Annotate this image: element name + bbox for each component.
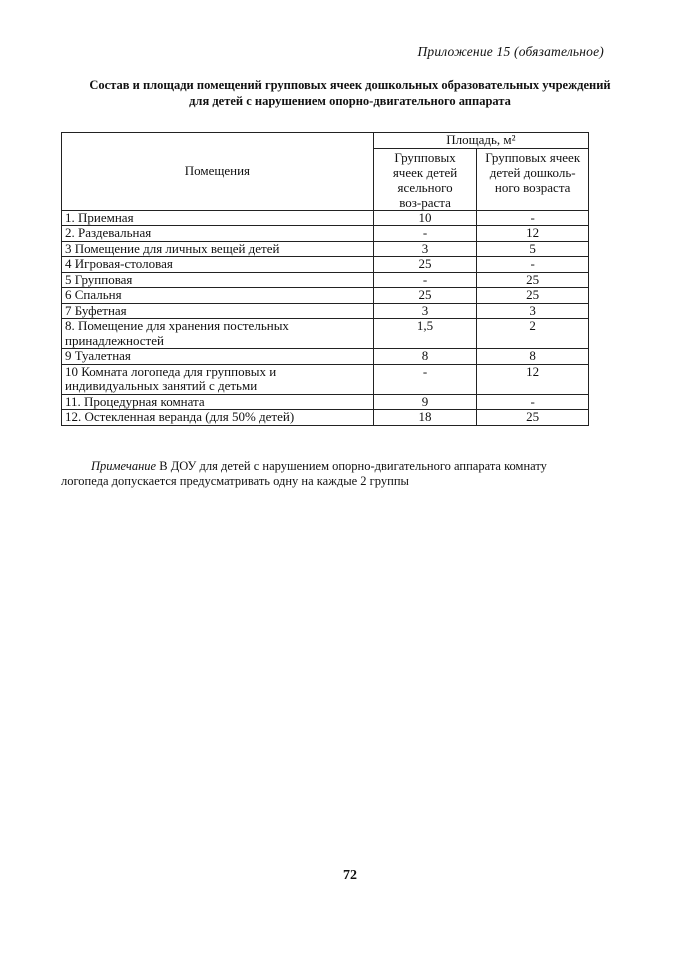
preschool-area-cell: -	[477, 257, 589, 273]
nursery-area-cell: -	[373, 226, 477, 242]
preschool-area-cell: -	[477, 210, 589, 226]
room-name-cell: 11. Процедурная комната	[62, 394, 374, 410]
nursery-area-cell: 18	[373, 410, 477, 426]
table-row	[62, 319, 589, 349]
room-name-cell: 6 Спальня	[62, 288, 374, 304]
table-row	[62, 349, 589, 365]
nursery-area-cell: -	[373, 364, 477, 394]
table-row	[62, 210, 589, 226]
document-title	[60, 77, 640, 109]
preschool-area-cell: 12	[477, 364, 589, 394]
appendix-label: Приложение 15 (обязательное)	[417, 44, 604, 59]
title-line-1: Состав и площади помещений групповых ячеек дошкольных образовательных учреждений	[89, 78, 611, 92]
table-row	[62, 394, 589, 410]
room-name-cell: 3 Помещение для личных вещей детей	[62, 241, 374, 257]
table-row	[62, 303, 589, 319]
room-name-cell: 12. Остекленная веранда (для 50% детей)	[62, 410, 374, 426]
table-row	[62, 257, 589, 273]
table-row	[62, 410, 589, 426]
header-preschool-groups-text: Групповых ячеек детей дошколь-ного возраста	[485, 149, 581, 195]
room-name-cell: 4 Игровая-столовая	[62, 257, 374, 273]
header-nursery-groups	[373, 148, 477, 210]
room-name-cell: 9 Туалетная	[62, 349, 374, 365]
nursery-area-cell: 25	[373, 288, 477, 304]
nursery-area-cell: 1,5	[373, 319, 477, 349]
table-row	[62, 226, 589, 242]
note-label: Примечание	[91, 459, 157, 473]
preschool-area-cell: 2	[477, 319, 589, 349]
room-name-cell: 2. Раздевальная	[62, 226, 374, 242]
page-number: 72	[343, 868, 357, 883]
header-rooms: Помещения	[62, 133, 374, 211]
nursery-area-cell: 8	[373, 349, 477, 365]
nursery-area-cell: 9	[373, 394, 477, 410]
footnote	[61, 459, 591, 489]
table-body	[62, 210, 589, 425]
room-name-cell: 1. Приемная	[62, 210, 374, 226]
title-line-2: для детей с нарушением опорно-двигательного аппарата	[189, 94, 511, 108]
nursery-area-cell: 25	[373, 257, 477, 273]
preschool-area-cell: 25	[477, 272, 589, 288]
nursery-area-cell: -	[373, 272, 477, 288]
preschool-area-cell: 25	[477, 288, 589, 304]
room-name-cell: 10 Комната логопеда для групповых и индивидуальных занятий с детьми	[62, 364, 374, 394]
table-row	[62, 241, 589, 257]
preschool-area-cell: 12	[477, 226, 589, 242]
table-row	[62, 272, 589, 288]
header-nursery-groups-text: Групповых ячеек детей ясельного воз-раста	[392, 149, 458, 210]
rooms-area-table	[61, 132, 589, 426]
nursery-area-cell: 3	[373, 241, 477, 257]
room-name-cell: 8. Помещение для хранения постельных принадлежностей	[62, 319, 374, 349]
preschool-area-cell: -	[477, 394, 589, 410]
nursery-area-cell: 10	[373, 210, 477, 226]
header-area: Площадь, м²	[373, 133, 588, 149]
nursery-area-cell: 3	[373, 303, 477, 319]
preschool-area-cell: 3	[477, 303, 589, 319]
preschool-area-cell: 5	[477, 241, 589, 257]
room-name-cell: 7 Буфетная	[62, 303, 374, 319]
table-row	[62, 288, 589, 304]
room-name-cell: 5 Групповая	[62, 272, 374, 288]
preschool-area-cell: 8	[477, 349, 589, 365]
header-preschool-groups	[477, 148, 589, 210]
table-row	[62, 364, 589, 394]
note-text: В ДОУ для детей с нарушением опорно-двигательного аппарата комнату логопеда допускается предусматривать одну на каждые 2 группы	[61, 459, 547, 488]
preschool-area-cell: 25	[477, 410, 589, 426]
